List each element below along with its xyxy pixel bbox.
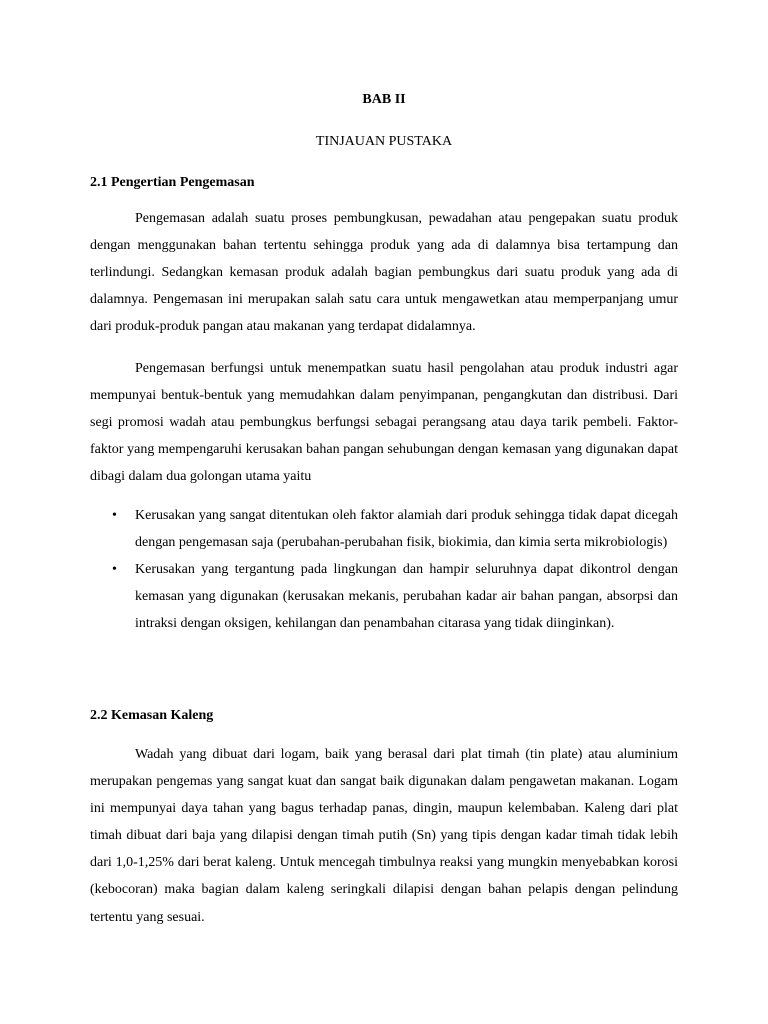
- bullet-list: [90, 502, 678, 637]
- list-item-text: Kerusakan yang tergantung pada lingkungan dan hampir seluruhnya dapat dikontrol dengan kemasan yang digunakan (kerusakan mekanis, perubahan kadar air bahan pangan, absorpsi dan intraksi dengan oksigen, kehilangan dan penambahan citarasa yang tidak diinginkan).: [135, 562, 678, 632]
- paragraph-2-1-b: Pengemasan berfungsi untuk menempatkan suatu hasil pengolahan atau produk industri agar mempunyai bentuk-bentuk yang memudahkan dalam penyimpanan, pengangkutan dan distribusi. Dari segi promosi wadah atau pembungkus berfungsi sebagai perangsang atau daya tarik pembeli. Faktor-faktor yang mempengaruhi kerusakan bahan pangan sehubungan dengan kemasan yang digunakan dapat dibagi dalam dua golongan utama yaitu: [90, 361, 678, 485]
- list-item: [90, 556, 678, 637]
- list-item: [90, 502, 678, 556]
- paragraph-2-1-a: Pengemasan adalah suatu proses pembungkusan, pewadahan atau pengepakan suatu produk dengan menggunakan bahan tertentu sehingga produk yang ada di dalamnya bisa tertampung dan terlindungi. Sedangkan kemasan produk adalah bagian pembungkus dari suatu produk yang ada di dalamnya. Pengemasan ini merupakan salah satu cara untuk mengawetkan atau memperpanjang umur dari produk-produk pangan atau makanan yang terdapat didalamnya.: [90, 211, 678, 335]
- paragraph-2-2-a: Wadah yang dibuat dari logam, baik yang berasal dari plat timah (tin plate) atau aluminium merupakan pengemas yang sangat kuat dan sangat baik digunakan dalam pengawetan makanan. Logam ini mempunyai daya tahan yang bagus terhadap panas, dingin, maupun kelembaban. Kaleng dari plat timah dibuat dari baja yang dilapisi dengan timah putih (Sn) yang tipis dengan kadar timah tidak lebih dari 1,0-1,25% dari berat kaleng. Untuk mencegah timbulnya reaksi yang mungkin menyebabkan korosi (kebocoran) maka bagian dalam kaleng seringkali dilapisi dengan bahan pelapis dengan pelindung tertentu yang sesuai.: [90, 747, 678, 925]
- list-item-text: Kerusakan yang sangat ditentukan oleh faktor alamiah dari produk sehingga tidak dapat dicegah dengan pengemasan saja (perubahan-perubahan fisik, biokimia, dan kimia serta mikrobiologis): [135, 508, 678, 551]
- bullet-icon: •: [112, 508, 117, 523]
- chapter-label: BAB II: [362, 92, 406, 107]
- chapter-title: TINJAUAN PUSTAKA: [315, 134, 453, 149]
- section-heading-2-1: 2.1 Pengertian Pengemasan: [90, 175, 255, 190]
- section-heading-2-2: 2.2 Kemasan Kaleng: [90, 708, 214, 723]
- bullet-icon: •: [112, 562, 117, 578]
